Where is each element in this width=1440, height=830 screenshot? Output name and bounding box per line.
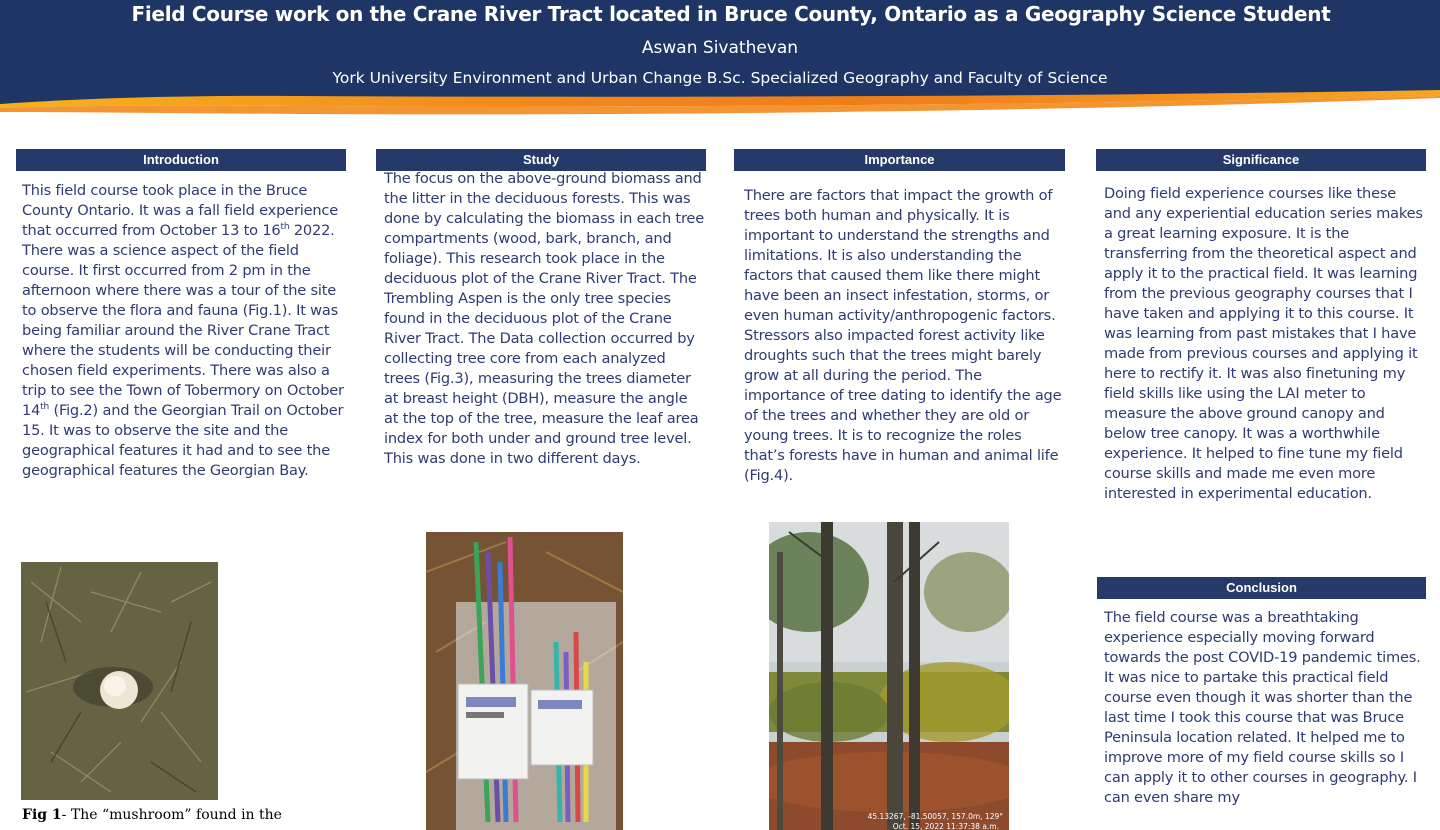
introduction-text-part3: (Fig.2) and the Georgian Trail on October 15. It was to observe the site and the geographical features it had and to see the geographical features the Georgian Bay. bbox=[22, 402, 344, 479]
study-heading: Study bbox=[376, 149, 706, 171]
author-name: Aswan Sivathevan bbox=[641, 38, 799, 58]
fig4-date-stamp: Oct. 15, 2022 11:37:38 a.m. bbox=[892, 822, 999, 830]
introduction-text-part1: This field course took place in the Bruce County Ontario. It was a fall field experience that occurred from October 13 to 16 bbox=[22, 182, 339, 239]
fig4-aspen-forest-photo bbox=[769, 522, 1009, 830]
study-text: The focus on the above-ground biomass and the litter in the deciduous forests. This was done by calculating the biomass in each tree compartments (wood, bark, branch, and foliage). This research took place in the deciduous plot of the Crane River Tract. The Trembling Aspen is the only tree species found in the deciduous plot of the Crane River Tract. The Data collection occurred by collecting tree core from each analyzed trees (Fig.3), measuring the trees diameter at breast height (DBH), measure the angle at the top of the tree, measure the leaf area index for both under and ground tree level. This was done in two different days. bbox=[384, 170, 704, 467]
fig1-caption-text: - The “mushroom” found in the bbox=[61, 807, 282, 823]
conclusion-text: The field course was a breathtaking experience especially moving forward towards the post COVID-19 pandemic times. It was nice to partake this practical field course even though it was shorter than the last time I took this course that was Bruce Peninsula location related. It helped me to improve more of my field course skills so I can apply it to other courses in geography. I can even share my bbox=[1104, 609, 1421, 806]
fig1-mushroom-photo bbox=[21, 562, 218, 800]
introduction-ordinal-2: th bbox=[40, 402, 50, 413]
header-banner bbox=[0, 0, 1440, 128]
introduction-heading: Introduction bbox=[16, 149, 346, 171]
introduction-text bbox=[22, 181, 348, 563]
fig4-gps-stamp: 45.13267, -81.50057, 157.0m, 129° bbox=[867, 812, 1003, 821]
importance-heading: Importance bbox=[734, 149, 1065, 171]
significance-heading: Significance bbox=[1096, 149, 1426, 171]
poster-title: Field Course work on the Crane River Tract located in Bruce County, Ontario as a Geography Science Student bbox=[131, 2, 1331, 26]
importance-text: There are factors that impact the growth of trees both human and physically. It is important to understand the strengths and limitations. It is also understanding the factors that caused them like there might have been an insect infestation, storms, or even human activity/anthropogenic factors. Stressors also impacted forest activity like droughts such that the trees might barely grow at all during the period. The importance of tree dating to identify the age of the trees and whether they are old or young trees. It is to recognize the roles that’s forests have in human and animal life (Fig.4). bbox=[744, 187, 1062, 484]
significance-text: Doing field experience courses like these and any experiential education series makes a great learning exposure. It is the transferring from the theoretical aspect and apply it to the practical field. It was learning from the previous geography courses that I have taken and applying it to this course. It was learning from past mistakes that I have made from previous courses and applying it here to rectify it. It was also finetuning my field skills like using the LAI meter to measure the above ground canopy and below tree canopy. It was a worthwhile experience. It helped to fine tune my field course skills and made me even more interested in experimental education. bbox=[1104, 185, 1423, 502]
fig3-tree-core-straws-photo bbox=[426, 532, 623, 830]
conclusion-heading: Conclusion bbox=[1097, 577, 1426, 599]
introduction-text-part2: 2022. There was a science aspect of the field course. It first occurred from 2 pm in the afternoon where there was a tour of the site to observe the flora and fauna (Fig.1). It was being familiar around the River Crane Tract where the students will be conducting their chosen field experiments. There was also a trip to see the Town of Tobermory on October 14 bbox=[22, 222, 344, 419]
fig1-caption bbox=[22, 807, 282, 823]
introduction-ordinal-1: th bbox=[280, 222, 290, 233]
fig1-label: Fig 1 bbox=[22, 807, 62, 823]
author-affiliation: York University Environment and Urban Change B.Sc. Specialized Geography and Faculty of Science bbox=[332, 69, 1108, 87]
